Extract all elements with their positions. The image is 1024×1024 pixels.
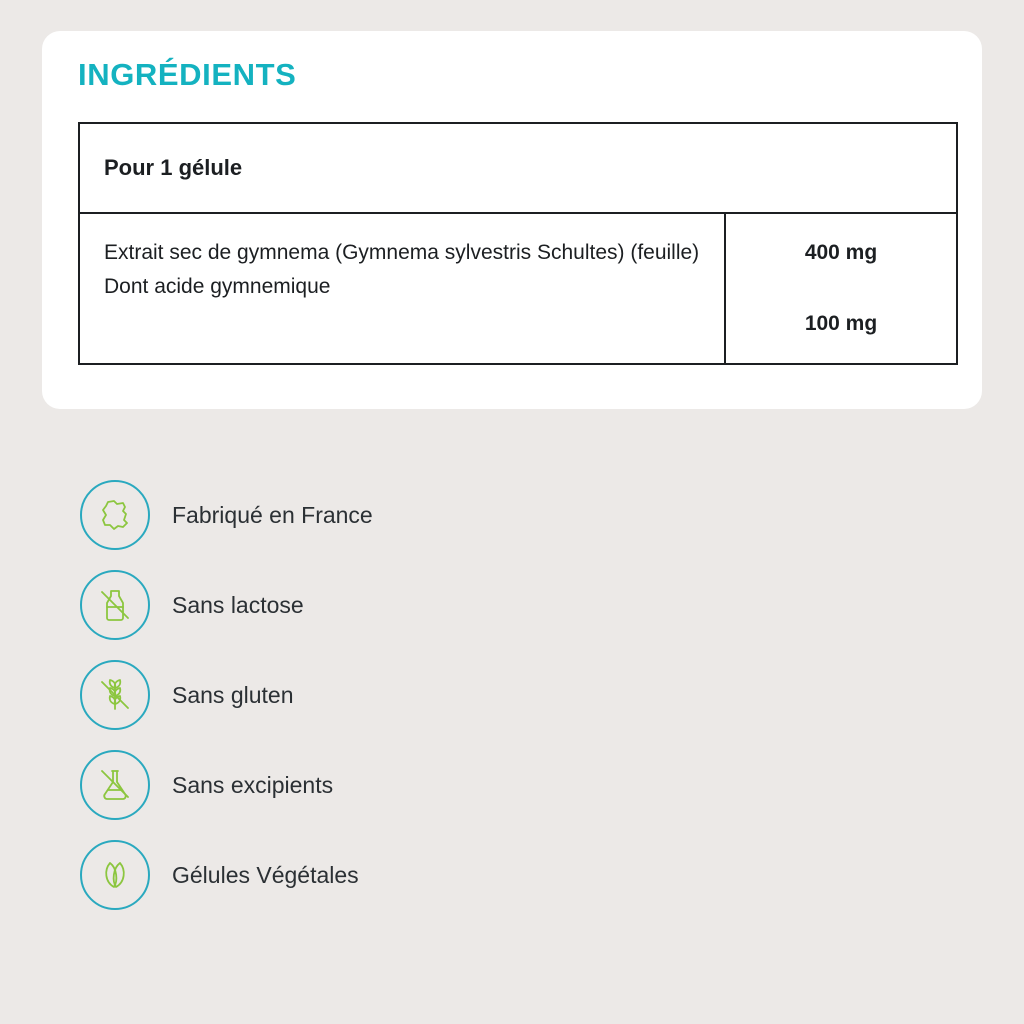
table-header-label: Pour 1 gélule [104,155,243,180]
table-row: Extrait sec de gymnema (Gymnema sylvestris Schultes) (feuille) [104,241,700,264]
table-cell-value: 100 mg [804,312,878,336]
claim-badge [80,840,150,910]
claim-label: Sans lactose [172,591,304,618]
table-row: Dont acide gymnemique [104,275,331,299]
table-cell-value: 400 mg [804,241,878,264]
claim-label: Fabriqué en France [172,501,373,528]
list-item [80,740,600,830]
milk-bottle-icon [96,586,134,624]
claim-label: Gélules Végétales [172,861,359,888]
ingredients-table [78,122,958,365]
claim-label: Sans excipients [172,771,334,798]
flask-no-excipients-icon [96,766,134,804]
ingredients-card [42,31,982,409]
claim-badge [80,480,150,550]
list-item [80,560,600,650]
claim-badge [80,660,150,730]
claim-badge [80,750,150,820]
france-map-icon [96,496,134,534]
list-item [80,830,600,920]
table-body [80,214,956,363]
table-column-names [80,214,726,363]
list-item [80,650,600,740]
list-item [80,470,600,560]
table-column-values [726,214,956,363]
claim-badge [80,570,150,640]
page-title: INGRÉDIENTS [78,57,297,92]
claims-list [80,470,600,920]
leaves-icon [96,856,134,894]
wheat-icon [96,676,134,714]
table-header-row [80,124,956,214]
claim-label: Sans gluten [172,681,294,708]
